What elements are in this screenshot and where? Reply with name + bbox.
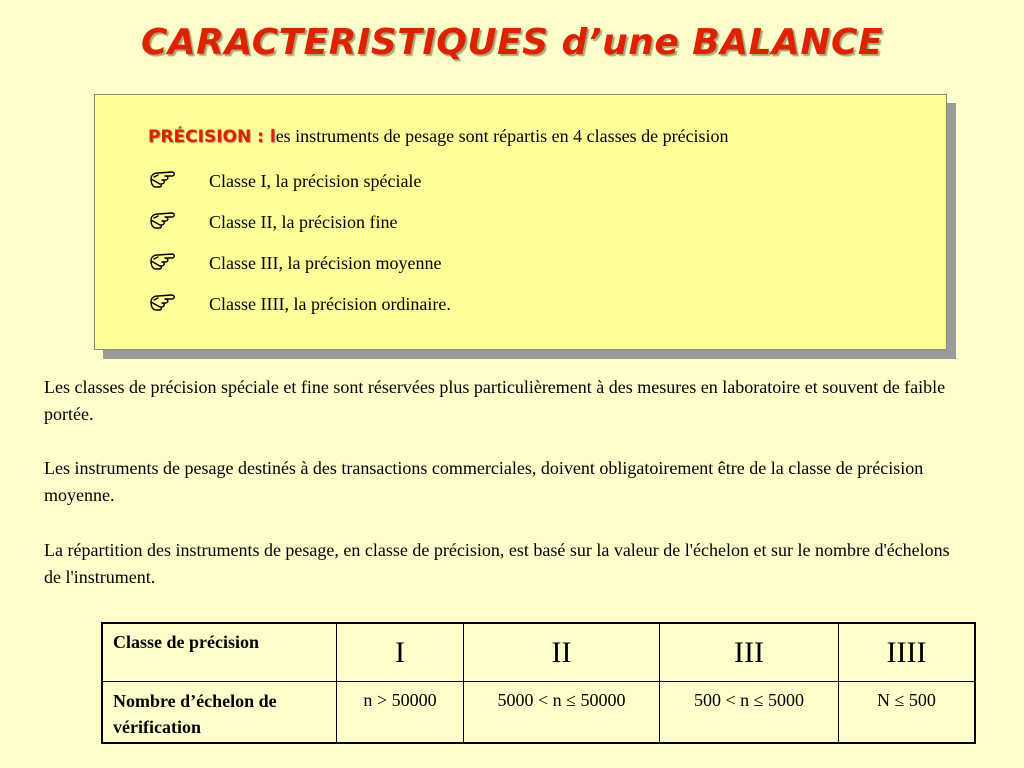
class-label: Classe III, la précision moyenne xyxy=(209,253,442,273)
pointing-hand-icon xyxy=(148,208,184,234)
table-class-cell: IIII xyxy=(839,623,976,681)
table-range-cell: 5000 < n ≤ 50000 xyxy=(464,681,660,743)
pointing-hand-icon xyxy=(148,167,184,193)
table-row-label: Nombre d’échelon de vérification xyxy=(102,681,337,743)
page-title: CARACTERISTIQUES d’une BALANCE xyxy=(140,22,884,63)
table-class-cell: II xyxy=(464,623,660,681)
class-label: Classe II, la précision fine xyxy=(209,212,398,232)
class-label: Classe IIII, la précision ordinaire. xyxy=(209,294,451,314)
pointing-hand-icon xyxy=(148,249,184,275)
table-class-cell: I xyxy=(337,623,464,681)
table-row xyxy=(102,681,975,743)
paragraph-distribution: La répartition des instruments de pesage, en classe de précision, est basé sur la valeur de l'échelon et sur le nombre d'échelons de l'instrument. xyxy=(44,540,950,587)
table-range-cell: n > 50000 xyxy=(337,681,464,743)
precision-table xyxy=(101,622,976,744)
precision-label: PRÉCISION : l xyxy=(148,127,276,147)
table-class-cell: III xyxy=(660,623,839,681)
precision-intro-line xyxy=(148,126,729,147)
precision-intro-text: es instruments de pesage sont répartis en 4 classes de précision xyxy=(275,126,729,146)
table-range-cell: 500 < n ≤ 5000 xyxy=(660,681,839,743)
class-label: Classe I, la précision spéciale xyxy=(209,171,422,191)
table-range-cell: N ≤ 500 xyxy=(839,681,976,743)
paragraph-lab-classes: Les classes de précision spéciale et fine sont réservées plus particulièrement à des mesures en laboratoire et souvent de faible portée. xyxy=(44,377,946,424)
pointing-hand-icon xyxy=(148,290,184,316)
paragraph-commercial: Les instruments de pesage destinés à des transactions commerciales, doivent obligatoirement être de la classe de précision moyenne. xyxy=(44,458,924,505)
table-row xyxy=(102,623,975,681)
table-header-label: Classe de précision xyxy=(102,623,337,681)
